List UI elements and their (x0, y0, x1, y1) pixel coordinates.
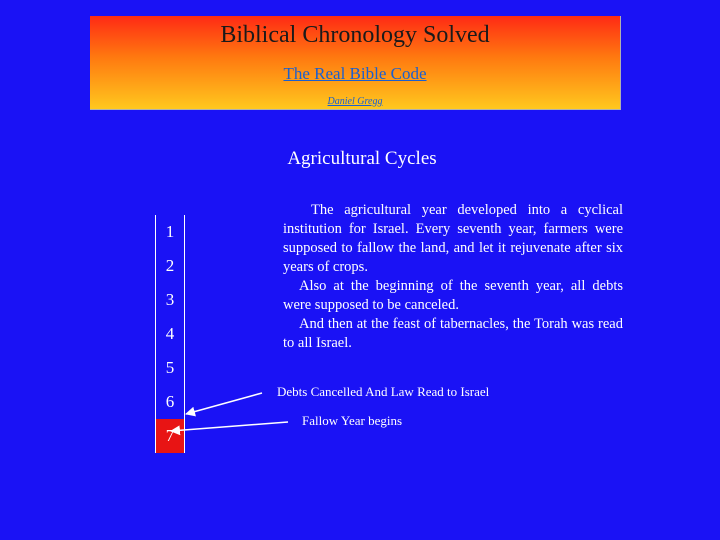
paragraph-fallow: The agricultural year developed into a cyclical institution for Israel. Every seventh year, farmers were supposed to fallow the land, and let it rejuvenate after six years of crops. (283, 202, 623, 275)
debts-arrow (186, 393, 262, 414)
paragraph-torah: And then at the feast of tabernacles, the Torah was read to all Israel. (283, 316, 623, 351)
banner-title: Biblical Chronology Solved (220, 22, 490, 48)
year-cell-3: 3 (165, 290, 175, 309)
bible-code-link[interactable]: The Real Bible Code (283, 64, 427, 83)
debts-cancelled-note: Debts Cancelled And Law Read to Israel (277, 384, 490, 399)
author-link[interactable]: Daniel Gregg (327, 96, 383, 107)
paragraph-debts: Also at the beginning of the seventh year, all debts were supposed to be canceled. (283, 278, 623, 313)
fallow-year-note: Fallow Year begins (302, 413, 403, 428)
year-cell-6: 6 (165, 392, 175, 411)
year-cell-7: 7 (156, 419, 184, 453)
section-heading: Agricultural Cycles (287, 148, 437, 169)
year-cell-1: 1 (165, 222, 175, 241)
year-cell-4: 4 (165, 324, 175, 343)
year-cell-5: 5 (165, 358, 175, 377)
year-cell-2: 2 (165, 256, 175, 275)
fallow-arrow (171, 422, 288, 431)
